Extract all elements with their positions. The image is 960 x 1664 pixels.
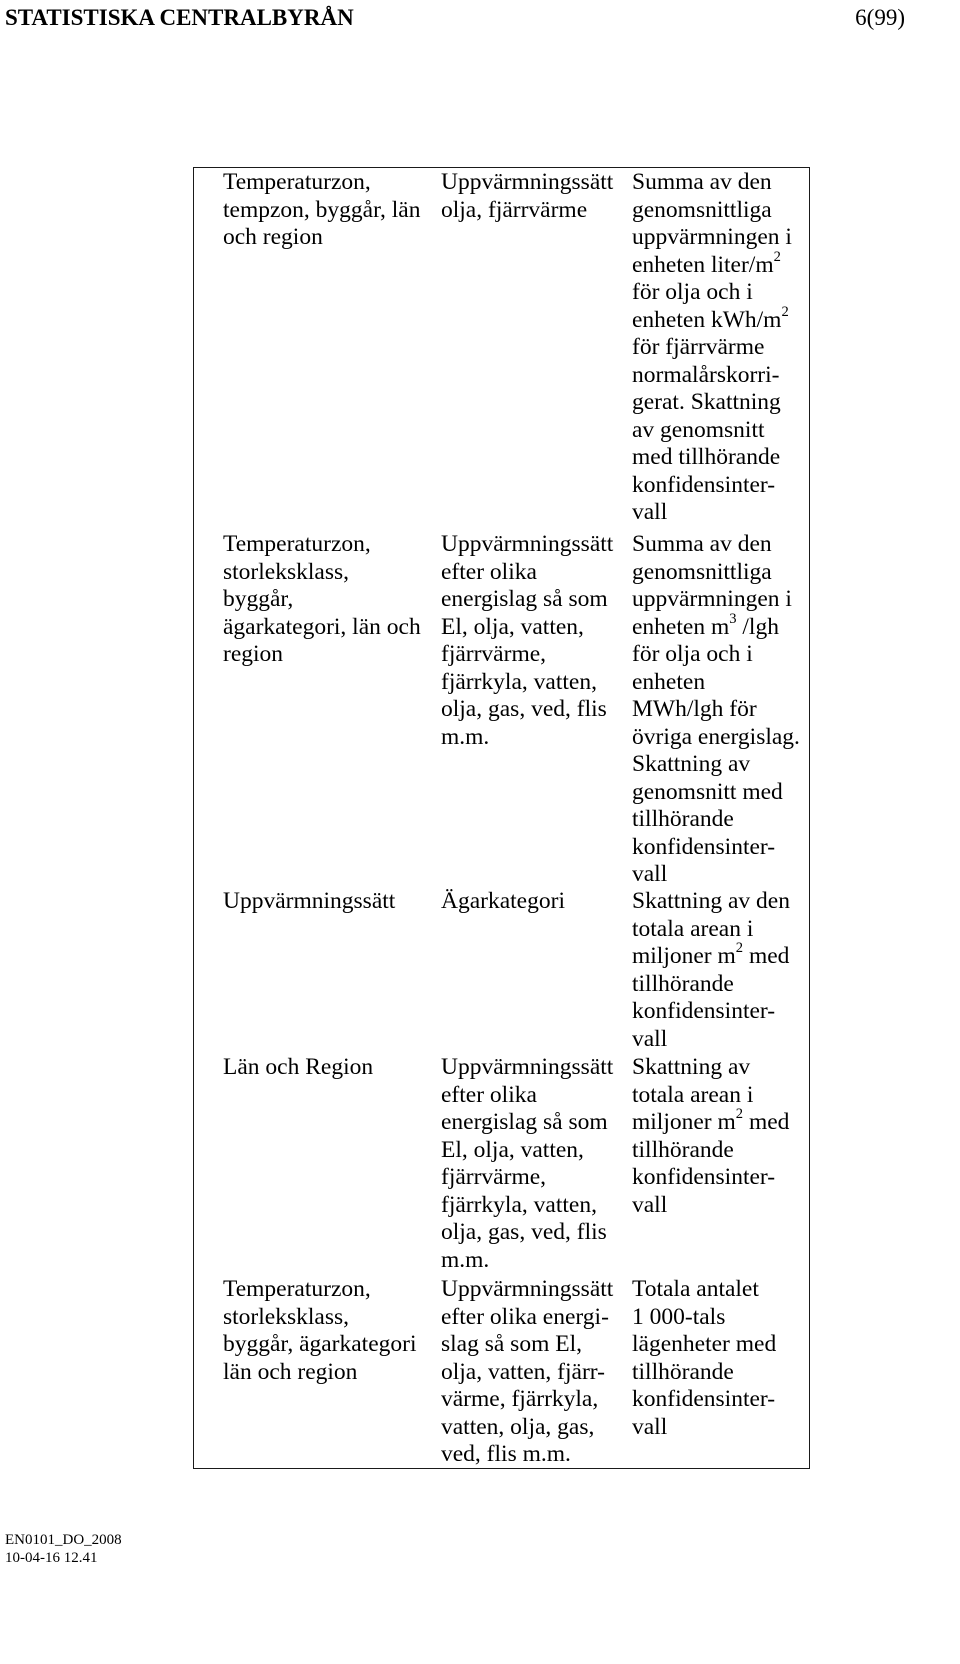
document-code: EN0101_DO_2008 (5, 1532, 122, 1548)
table-cell (223, 888, 433, 916)
cell-text-line: slag så som El, (441, 1331, 582, 1357)
cell-text-line: byggår, ägarkategori (223, 1331, 417, 1357)
table-cell (441, 888, 626, 916)
text-segment: med (743, 943, 790, 969)
text-segment: miljoner m (632, 943, 736, 969)
cell-text-line (632, 940, 807, 971)
cell-text-line: av genomsnitt (632, 416, 765, 443)
table-cell (223, 531, 433, 669)
table-row (0, 1054, 960, 1273)
organization-header: STATISTISKA CENTRALBYRÅN (5, 5, 354, 30)
cell-text-line: konfidensinter- (632, 833, 776, 860)
cell-text-line: gerat. Skattning (632, 389, 781, 415)
cell-text-line: m.m. (441, 1246, 490, 1273)
cell-text-line: Uppvärmningssätt (441, 1054, 614, 1080)
cell-text-line: 1 000-tals (632, 1303, 726, 1330)
cell-text-line: Uppvärmningssätt (441, 1276, 614, 1302)
cell-text-line: fjärrkyla, vatten, (441, 1191, 597, 1218)
cell-text-line: Temperaturzon, (223, 1276, 371, 1302)
cell-text-line: MWh/lgh för (632, 696, 757, 722)
cell-text-line: El, olja, vatten, (441, 613, 584, 640)
cell-text-line: Summa av den (632, 169, 772, 195)
table-cell (632, 1276, 807, 1441)
cell-text-line: vall (632, 1413, 668, 1440)
table-cell (223, 1054, 433, 1082)
cell-text-line: Skattning av den (632, 888, 790, 914)
cell-text-line: totala arean i (632, 915, 754, 942)
cell-text-line: efter olika energi- (441, 1303, 609, 1330)
cell-text-line: olja, gas, ved, flis (441, 696, 607, 722)
cell-text-line: Uppvärmningssätt (223, 888, 396, 914)
print-datetime: 10-04-16 12.41 (5, 1550, 98, 1566)
cell-text-line: värme, fjärrkyla, (441, 1386, 599, 1412)
superscript-exponent: 2 (773, 248, 781, 265)
cell-text-line: Totala antalet (632, 1276, 759, 1302)
cell-text-line: konfidensinter- (632, 998, 776, 1024)
text-segment: enheten liter/m (632, 251, 774, 278)
cell-text-line: ved, flis m.m. (441, 1441, 571, 1467)
cell-text-line: Uppvärmningssätt (441, 531, 614, 557)
cell-text-line: vall (632, 499, 668, 525)
cell-text-line: vall (632, 861, 668, 887)
cell-text-line (632, 248, 807, 280)
cell-text-line: för fjärrvärme (632, 334, 765, 360)
table-cell (223, 1276, 433, 1386)
cell-text-line: Uppvärmningssätt (441, 169, 614, 195)
cell-text-line: Temperaturzon, (223, 531, 371, 557)
cell-text-line: konfidensinter- (632, 471, 776, 498)
cell-text-line: Temperaturzon, (223, 169, 371, 195)
cell-text-line: efter olika (441, 558, 537, 585)
superscript-exponent: 3 (729, 610, 737, 627)
cell-text-line: vatten, olja, gas, (441, 1413, 595, 1440)
cell-text-line: olja, vatten, fjärr- (441, 1358, 605, 1385)
cell-text-line: vall (632, 1191, 668, 1218)
text-segment: /lgh (736, 613, 779, 640)
table-cell (441, 531, 626, 751)
cell-text-line: konfidensinter- (632, 1164, 776, 1190)
cell-text-line: energislag så som (441, 586, 608, 612)
cell-text-line: lägenheter med (632, 1331, 777, 1357)
cell-text-line: Skattning av (632, 751, 751, 777)
cell-text-line: m.m. (441, 723, 490, 750)
cell-text-line: tillhörande (632, 1136, 734, 1163)
cell-text-line: genomsnitt med (632, 778, 783, 805)
cell-text-line: vall (632, 1025, 668, 1052)
cell-text-line: normalårskorri- (632, 361, 780, 388)
cell-text-line: övriga energislag. (632, 723, 800, 750)
table-cell (632, 888, 807, 1053)
cell-text-line: region (223, 641, 284, 667)
table-cell (632, 531, 807, 889)
cell-text-line: storleksklass, (223, 1303, 349, 1330)
cell-text-line: konfidensinter- (632, 1386, 776, 1412)
cell-text-line: olja, gas, ved, flis (441, 1219, 607, 1245)
cell-text-line: fjärrvärme, (441, 1164, 547, 1190)
cell-text-line: El, olja, vatten, (441, 1136, 584, 1163)
cell-text-line: Summa av den (632, 531, 772, 557)
cell-text-line: olja, fjärrvärme (441, 196, 588, 223)
cell-text-line (632, 303, 807, 335)
text-segment: miljoner m (632, 1109, 736, 1135)
cell-text-line: tillhörande (632, 970, 734, 997)
table-row (0, 888, 960, 1052)
cell-text-line: totala arean i (632, 1081, 754, 1108)
cell-text-line: fjärrvärme, (441, 641, 547, 667)
superscript-exponent: 2 (735, 1106, 744, 1122)
document-footer (5, 1531, 122, 1567)
cell-text-line: tillhörande (632, 806, 734, 832)
cell-text-line: och region (223, 224, 323, 250)
superscript-exponent: 2 (735, 940, 744, 956)
cell-text-line: uppvärmningen i (632, 224, 792, 250)
cell-text-line (632, 610, 807, 642)
cell-text-line: efter olika (441, 1081, 537, 1108)
cell-text-line: byggår, (223, 586, 294, 612)
cell-text-line: storleksklass, (223, 558, 349, 585)
cell-text-line: för olja och i (632, 641, 753, 667)
table-row (0, 531, 960, 887)
superscript-exponent: 2 (781, 303, 789, 320)
table-cell (223, 169, 433, 252)
cell-text-line: uppvärmningen i (632, 586, 792, 612)
cell-text-line: för olja och i (632, 279, 753, 305)
cell-text-line: Skattning av (632, 1054, 751, 1080)
text-segment: med (743, 1109, 790, 1135)
cell-text-line: tillhörande (632, 1358, 734, 1385)
table-cell (441, 1276, 626, 1469)
table-cell (632, 1054, 807, 1219)
cell-text-line: enheten (632, 668, 706, 695)
cell-text-line: ägarkategori, län och (223, 613, 421, 640)
page-number: 6(99) (855, 5, 905, 30)
cell-text-line: tempzon, byggår, län (223, 196, 421, 223)
text-segment: enheten kWh/m (632, 306, 782, 333)
cell-text-line: fjärrkyla, vatten, (441, 668, 597, 695)
table-cell (441, 169, 626, 224)
cell-text-line (632, 1106, 807, 1137)
cell-text-line: genomsnittliga (632, 558, 772, 585)
cell-text-line: Län och Region (223, 1054, 374, 1080)
table-row (0, 169, 960, 525)
table-row (0, 1276, 960, 1467)
table-cell (441, 1054, 626, 1274)
cell-text-line: län och region (223, 1358, 358, 1385)
cell-text-line: energislag så som (441, 1109, 608, 1135)
text-segment: enheten m (632, 613, 730, 640)
cell-text-line: med tillhörande (632, 444, 781, 470)
cell-text-line: genomsnittliga (632, 196, 772, 223)
cell-text-line: Ägarkategori (441, 888, 565, 914)
table-cell (632, 169, 807, 527)
